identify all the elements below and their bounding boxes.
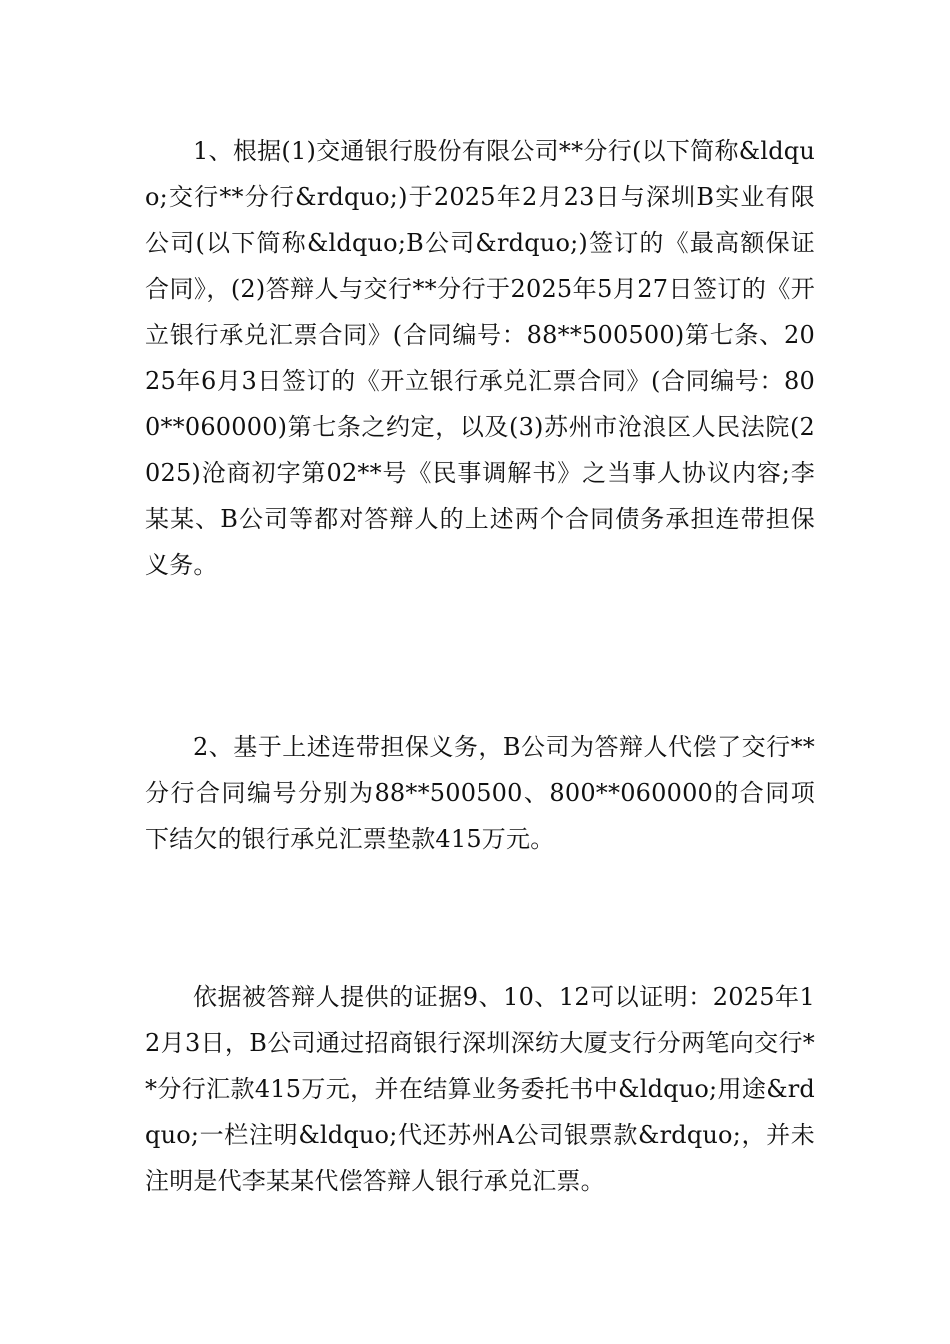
- paragraph-payment-on-behalf: 2、基于上述连带担保义务，B公司为答辩人代偿了交行**分行合同编号分别为88**500500、800**060000的合同项下结欠的银行承兑汇票垫款415万元。: [145, 733, 815, 853]
- paragraph-guarantee-basis: 1、根据(1)交通银行股份有限公司**分行(以下简称&ldquo;交行**分行&rdquo;)于2025年2月23日与深圳B实业有限公司(以下简称&ldquo;B公司&rdquo;)签订的《最高额保证合同》，(2)答辩人与交行**分行于2025年5月27日签订的《开立银行承兑汇票合同》(合同编号：88**500500)第七条、2025年6月3日签订的《开立银行承兑汇票合同》(合同编号：800**060000)第七条之约定，以及(3)苏州市沧浪区人民法院(2025)沧商初字第02**号《民事调解书》之当事人协议内容;李某某、B公司等都对答辩人的上述两个合同债务承担连带担保义务。: [145, 137, 815, 579]
- paragraph-evidence: 依据被答辩人提供的证据9、10、12可以证明：2025年12月3日，B公司通过招商银行深圳深纺大厦支行分两笔向交行**分行汇款415万元，并在结算业务委托书中&ldquo;用途&rdquo;一栏注明&ldquo;代还苏州A公司银票款&rdquo;，并未注明是代李某某代偿答辩人银行承兑汇票。: [145, 983, 815, 1195]
